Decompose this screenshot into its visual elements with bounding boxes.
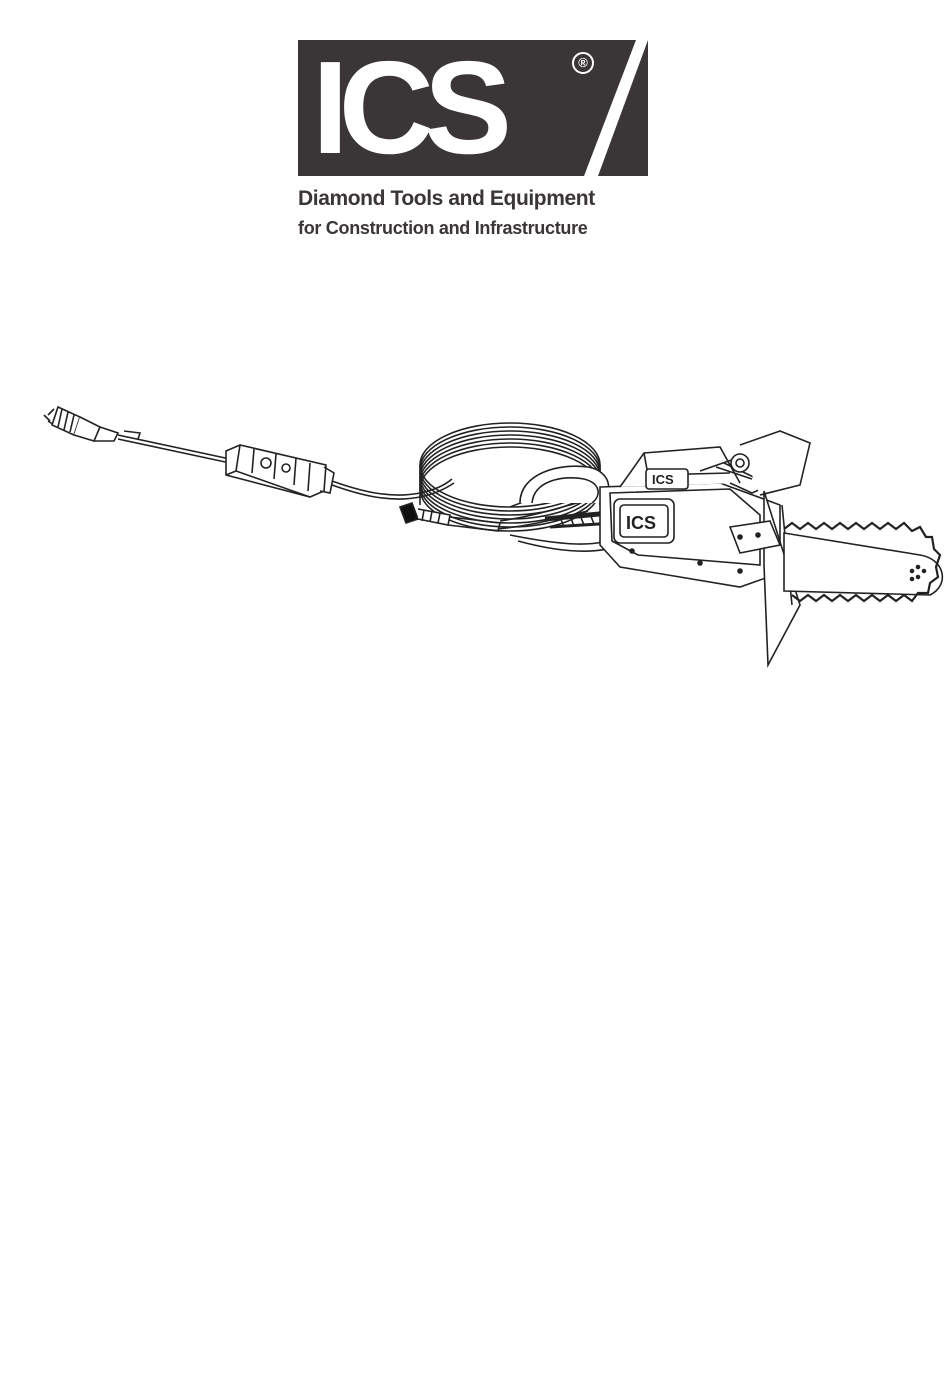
ics-logo xyxy=(298,40,648,176)
registered-mark: ® xyxy=(572,52,594,74)
power-plug-icon xyxy=(44,407,118,441)
tagline-line-1: Diamond Tools and Equipment xyxy=(298,187,595,210)
gfci-box-icon xyxy=(226,445,334,497)
chainsaw-illustration xyxy=(40,395,950,675)
top-badge-text: ICS xyxy=(652,472,674,487)
logo-wordmark: ICS xyxy=(312,40,503,176)
logo-slash-icon xyxy=(298,40,648,176)
guide-bar-icon xyxy=(784,523,942,601)
front-badge-text: ICS xyxy=(626,513,657,533)
tagline-line-2: for Construction and Infrastructure xyxy=(298,218,588,238)
